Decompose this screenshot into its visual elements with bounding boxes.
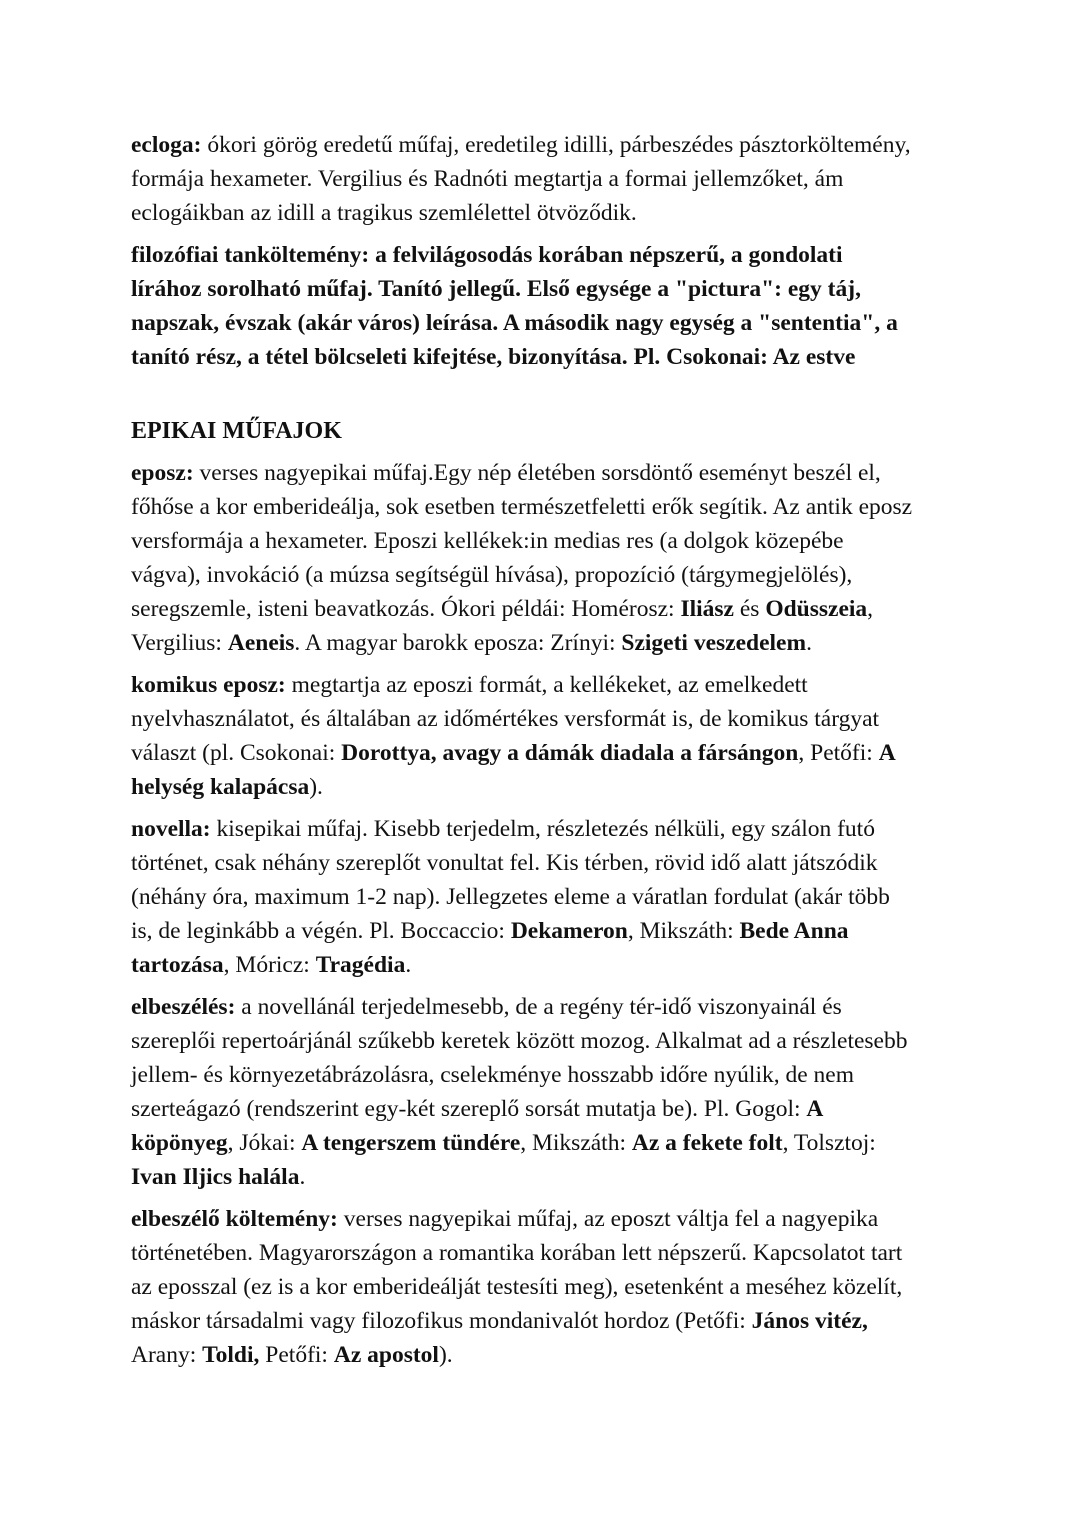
text: , Móricz: <box>223 952 316 978</box>
text: szereplői repertoárjánál szűkebb keretek között mozog. Alkalmat ad a részletesebb <box>131 1028 908 1054</box>
term-komikus-eposz: komikus eposz: <box>131 672 286 698</box>
text: , Jókai: <box>227 1130 302 1156</box>
term-elbeszelo-koltemeny: elbeszélő költemény: <box>131 1206 338 1232</box>
term-novella: novella: <box>131 816 211 842</box>
text: , Mikszáth: <box>627 918 740 944</box>
entry-elbeszeles <box>131 990 961 1194</box>
text-line: ókori görög eredetű műfaj, eredetileg idilli, párbeszédes pásztorköltemény, <box>201 132 911 158</box>
text: . <box>405 952 412 978</box>
text: is, de leginkább a végén. Pl. Boccaccio: <box>131 918 511 944</box>
text: . <box>806 630 812 656</box>
work-title: köpönyeg <box>131 1130 228 1156</box>
work-title: Dorottya, avagy a dámák diadala a fársángon <box>341 740 799 766</box>
section-heading-epikai-mufajok: EPIKAI MŰFAJOK <box>131 418 342 444</box>
text: seregszemle, isteni beavatkozás. Ókori példái: Homérosz: <box>131 596 681 622</box>
text: nyelvhasználatot, és általában az időmértékes versformát is, de komikus tárgyat <box>131 706 880 732</box>
text: , Mikszáth: <box>520 1130 632 1156</box>
text: főhőse a kor emberideálja, sok esetben természetfeletti erők segítik. Az antik eposz <box>131 494 913 520</box>
text: , Petőfi: <box>798 740 879 766</box>
work-title: János vitéz, <box>751 1308 868 1334</box>
text-line: eclogáikban az idill a tragikus szemlélettel ötvöződik. <box>131 200 637 226</box>
text: ). <box>438 1342 453 1368</box>
text: választ (pl. Csokonai: <box>131 740 342 766</box>
text: történet, csak néhány szereplőt vonultat fel. Kis térben, rövid idő alatt játszódik <box>131 850 878 876</box>
work-title: tartozása <box>131 952 224 978</box>
text: máskor társadalmi vagy filozofikus mondanivalót hordoz (Petőfi: <box>131 1308 752 1334</box>
work-title: Az a fekete folt <box>631 1130 783 1156</box>
text-line: filozófiai tanköltemény: a felvilágosodás korában népszerű, a gondolati <box>131 242 843 268</box>
text: versformája a hexameter. Eposzi kellékek:in medias res (a dolgok közepébe <box>131 528 844 554</box>
work-title: A <box>878 740 896 766</box>
text-line: napszak, évszak (akár város) leírása. A második nagy egység a "sententia", a <box>131 310 898 336</box>
text: szerteágazó (rendszerint egy-két szereplő sorsát mutatja be). Pl. Gogol: <box>131 1096 807 1122</box>
text: Vergilius: <box>131 630 228 656</box>
text: , Tolsztoj: <box>782 1130 876 1156</box>
work-title: A tengerszem tündére <box>301 1130 521 1156</box>
work-title: Az apostol <box>333 1342 439 1368</box>
text: az eposszal (ez is a kor emberideálját testesíti meg), esetenként a meséhez közelít, <box>131 1274 903 1300</box>
work-title: Tragédia <box>315 952 406 978</box>
text: verses nagyepikai műfaj, az eposzt váltja fel a nagyepika <box>337 1206 879 1232</box>
text: (néhány óra, maximum 1-2 nap). Jellegzetes eleme a váratlan fordulat (akár több <box>131 884 890 910</box>
entry-ecloga <box>131 128 961 230</box>
text: kisepikai műfaj. Kisebb terjedelm, részletezés nélküli, egy szálon futó <box>210 816 875 842</box>
entry-eposz <box>131 456 961 660</box>
text: jellem- és környezetábrázolásra, cselekménye hosszabb időre nyúlik, de nem <box>131 1062 854 1088</box>
text: Petőfi: <box>259 1342 334 1368</box>
text: és <box>733 596 766 622</box>
text: , <box>867 596 874 622</box>
text-line: formája hexameter. Vergilius és Radnóti megtartja a formai jellemzőket, ám <box>131 166 844 192</box>
text: vágva), invokáció (a múzsa segítségül hívása), propozíció (tárgymegjelölés), <box>131 562 853 588</box>
work-title: helység kalapácsa <box>131 774 310 800</box>
document-page <box>131 128 961 1380</box>
text: Arany: <box>131 1342 203 1368</box>
text: . A magyar barokk eposza: Zrínyi: <box>294 630 622 656</box>
term-eposz: eposz: <box>131 460 194 486</box>
term-elbeszeles: elbeszélés: <box>131 994 236 1020</box>
work-title: A <box>806 1096 824 1122</box>
text: . <box>299 1164 306 1190</box>
work-title: Dekameron <box>510 918 628 944</box>
text: megtartja az eposzi formát, a kellékeket, az emelkedett <box>285 672 808 698</box>
entry-komikus-eposz <box>131 668 961 804</box>
text: ). <box>309 774 323 800</box>
work-title: Ivan Iljics halála <box>131 1164 300 1190</box>
work-title: Szigeti veszedelem <box>621 630 807 656</box>
work-title: Aeneis <box>227 630 295 656</box>
text: verses nagyepikai műfaj.Egy nép életében sorsdöntő eseményt beszél el, <box>193 460 881 486</box>
work-title: Toldi, <box>202 1342 260 1368</box>
text-line: tanító rész, a tétel bölcseleti kifejtése, bizonyítása. Pl. Csokonai: Az estve <box>131 344 856 370</box>
work-title: Odüsszeia <box>765 596 868 622</box>
term-ecloga: ecloga: <box>131 132 202 158</box>
work-title: Iliász <box>680 596 734 622</box>
work-title: Bede Anna <box>739 918 849 944</box>
entry-elbeszelo-koltemeny <box>131 1202 961 1372</box>
text: történetében. Magyarországon a romantika korában lett népszerű. Kapcsolatot tart <box>131 1240 903 1266</box>
text: a novellánál terjedelmesebb, de a regény tér-idő viszonyainál és <box>235 994 842 1020</box>
text-line: lírához sorolható műfaj. Tanító jellegű. Első egysége a "pictura": egy táj, <box>131 276 861 302</box>
entry-filozofiai-tankoltemeny <box>131 238 961 374</box>
entry-novella <box>131 812 961 982</box>
